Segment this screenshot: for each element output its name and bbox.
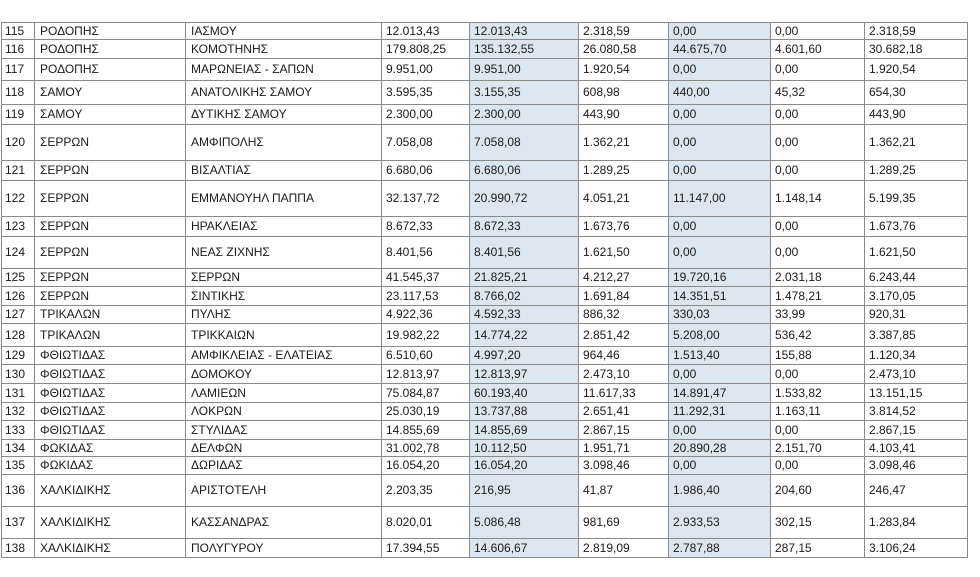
value-cell-1: 12.013,43 xyxy=(382,23,470,40)
table-row xyxy=(2,40,968,59)
value-cell-1: 32.137,72 xyxy=(382,181,470,217)
municipality-cell: ΝΕΑΣ ΖΙΧΝΗΣ xyxy=(186,237,382,269)
row-number: 133 xyxy=(2,421,35,440)
region-cell: ΤΡΙΚΑΛΩΝ xyxy=(35,324,186,347)
value-cell-3: 1.691,84 xyxy=(579,287,669,306)
municipality-cell: ΔΕΛΦΩΝ xyxy=(186,440,382,457)
region-cell: ΣΕΡΡΩΝ xyxy=(35,287,186,306)
value-cell-3: 2.867,15 xyxy=(579,421,669,440)
value-cell-1: 17.394,55 xyxy=(382,539,470,558)
value-cell-3: 981,69 xyxy=(579,507,669,539)
region-cell: ΡΟΔΟΠΗΣ xyxy=(35,23,186,40)
value-cell-2: 14.855,69 xyxy=(470,421,579,440)
value-cell-4: 0,00 xyxy=(669,23,771,40)
value-cell-2: 4.592,33 xyxy=(470,306,579,324)
value-cell-1: 3.595,35 xyxy=(382,81,470,105)
value-cell-3: 1.621,50 xyxy=(579,237,669,269)
value-cell-6: 6.243,44 xyxy=(865,269,968,287)
value-cell-4: 5.208,00 xyxy=(669,324,771,347)
municipality-cell: ΔΥΤΙΚΗΣ ΣΑΜΟΥ xyxy=(186,105,382,125)
value-cell-1: 75.084,87 xyxy=(382,384,470,403)
value-cell-4: 0,00 xyxy=(669,365,771,384)
value-cell-5: 302,15 xyxy=(771,507,865,539)
value-cell-4: 1.513,40 xyxy=(669,347,771,365)
region-cell: ΦΘΙΩΤΙΔΑΣ xyxy=(35,347,186,365)
value-cell-6: 2.867,15 xyxy=(865,421,968,440)
row-number: 116 xyxy=(2,40,35,59)
table-row xyxy=(2,365,968,384)
value-cell-5: 536,42 xyxy=(771,324,865,347)
value-cell-1: 8.020,01 xyxy=(382,507,470,539)
row-number: 115 xyxy=(2,23,35,40)
value-cell-6: 1.673,76 xyxy=(865,217,968,237)
region-cell: ΤΡΙΚΑΛΩΝ xyxy=(35,306,186,324)
value-cell-1: 2.300,00 xyxy=(382,105,470,125)
value-cell-3: 1.673,76 xyxy=(579,217,669,237)
value-cell-2: 13.737,88 xyxy=(470,403,579,421)
municipality-cell: ΣΤΥΛΙΔΑΣ xyxy=(186,421,382,440)
row-number: 117 xyxy=(2,59,35,81)
row-number: 120 xyxy=(2,125,35,161)
value-cell-1: 14.855,69 xyxy=(382,421,470,440)
value-cell-2: 135.132,55 xyxy=(470,40,579,59)
value-cell-4: 11.147,00 xyxy=(669,181,771,217)
value-cell-6: 3.170,05 xyxy=(865,287,968,306)
value-cell-5: 0,00 xyxy=(771,457,865,475)
value-cell-1: 6.680,06 xyxy=(382,161,470,181)
table-row xyxy=(2,306,968,324)
row-number: 125 xyxy=(2,269,35,287)
value-cell-4: 0,00 xyxy=(669,237,771,269)
value-cell-6: 30.682,18 xyxy=(865,40,968,59)
value-cell-5: 0,00 xyxy=(771,59,865,81)
municipality-cell: ΠΥΛΗΣ xyxy=(186,306,382,324)
row-number: 118 xyxy=(2,81,35,105)
value-cell-2: 6.680,06 xyxy=(470,161,579,181)
value-cell-1: 19.982,22 xyxy=(382,324,470,347)
value-cell-5: 1.533,82 xyxy=(771,384,865,403)
value-cell-4: 2.933,53 xyxy=(669,507,771,539)
value-cell-3: 26.080,58 xyxy=(579,40,669,59)
value-cell-4: 0,00 xyxy=(669,125,771,161)
municipality-cell: ΣΕΡΡΩΝ xyxy=(186,269,382,287)
value-cell-3: 608,98 xyxy=(579,81,669,105)
value-cell-3: 1.362,21 xyxy=(579,125,669,161)
value-cell-6: 1.289,25 xyxy=(865,161,968,181)
value-cell-1: 31.002,78 xyxy=(382,440,470,457)
value-cell-2: 5.086,48 xyxy=(470,507,579,539)
table-row xyxy=(2,105,968,125)
value-cell-5: 1.163,11 xyxy=(771,403,865,421)
region-cell: ΦΘΙΩΤΙΔΑΣ xyxy=(35,403,186,421)
value-cell-5: 4.601,60 xyxy=(771,40,865,59)
municipality-cell: ΑΡΙΣΤΟΤΕΛΗ xyxy=(186,475,382,507)
value-cell-1: 7.058,08 xyxy=(382,125,470,161)
row-number: 119 xyxy=(2,105,35,125)
value-cell-5: 0,00 xyxy=(771,217,865,237)
municipality-cell: ΔΩΡΙΔΑΣ xyxy=(186,457,382,475)
table-row xyxy=(2,269,968,287)
value-cell-1: 25.030,19 xyxy=(382,403,470,421)
value-cell-2: 12.013,43 xyxy=(470,23,579,40)
region-cell: ΦΩΚΙΔΑΣ xyxy=(35,440,186,457)
value-cell-5: 45,32 xyxy=(771,81,865,105)
value-cell-4: 0,00 xyxy=(669,421,771,440)
table-row xyxy=(2,475,968,507)
region-cell: ΣΑΜΟΥ xyxy=(35,81,186,105)
value-cell-5: 287,15 xyxy=(771,539,865,558)
value-cell-4: 0,00 xyxy=(669,161,771,181)
row-number: 124 xyxy=(2,237,35,269)
municipality-cell: ΤΡΙΚΚΑΙΩΝ xyxy=(186,324,382,347)
value-cell-5: 0,00 xyxy=(771,125,865,161)
table-row xyxy=(2,181,968,217)
municipality-cell: ΜΑΡΩΝΕΙΑΣ - ΣΑΠΩΝ xyxy=(186,59,382,81)
row-number: 128 xyxy=(2,324,35,347)
value-cell-3: 4.051,21 xyxy=(579,181,669,217)
value-cell-4: 11.292,31 xyxy=(669,403,771,421)
municipality-cell: ΛΟΚΡΩΝ xyxy=(186,403,382,421)
municipality-cell: ΑΜΦΙΠΟΛΗΣ xyxy=(186,125,382,161)
value-cell-5: 155,88 xyxy=(771,347,865,365)
value-cell-4: 0,00 xyxy=(669,105,771,125)
value-cell-4: 14.891,47 xyxy=(669,384,771,403)
value-cell-6: 920,31 xyxy=(865,306,968,324)
value-cell-3: 2.851,42 xyxy=(579,324,669,347)
table-row xyxy=(2,287,968,306)
value-cell-4: 14.351,51 xyxy=(669,287,771,306)
value-cell-6: 3.387,85 xyxy=(865,324,968,347)
value-cell-2: 3.155,35 xyxy=(470,81,579,105)
table-row xyxy=(2,457,968,475)
region-cell: ΦΘΙΩΤΙΔΑΣ xyxy=(35,365,186,384)
value-cell-3: 443,90 xyxy=(579,105,669,125)
value-cell-5: 33,99 xyxy=(771,306,865,324)
value-cell-4: 0,00 xyxy=(669,59,771,81)
value-cell-5: 204,60 xyxy=(771,475,865,507)
table-row xyxy=(2,384,968,403)
value-cell-5: 1.148,14 xyxy=(771,181,865,217)
region-cell: ΡΟΔΟΠΗΣ xyxy=(35,59,186,81)
value-cell-6: 3.098,46 xyxy=(865,457,968,475)
municipality-cell: ΕΜΜΑΝΟΥΗΛ ΠΑΠΠΑ xyxy=(186,181,382,217)
value-cell-4: 0,00 xyxy=(669,217,771,237)
table-row xyxy=(2,125,968,161)
value-cell-2: 8.672,33 xyxy=(470,217,579,237)
value-cell-5: 0,00 xyxy=(771,237,865,269)
value-cell-2: 16.054,20 xyxy=(470,457,579,475)
municipality-cell: ΚΑΣΣΑΝΔΡΑΣ xyxy=(186,507,382,539)
value-cell-3: 2.473,10 xyxy=(579,365,669,384)
value-cell-6: 3.106,24 xyxy=(865,539,968,558)
row-number: 134 xyxy=(2,440,35,457)
municipality-cell: ΛΑΜΙΕΩΝ xyxy=(186,384,382,403)
region-cell: ΣΕΡΡΩΝ xyxy=(35,161,186,181)
value-cell-1: 9.951,00 xyxy=(382,59,470,81)
value-cell-4: 44.675,70 xyxy=(669,40,771,59)
value-cell-3: 2.318,59 xyxy=(579,23,669,40)
row-number: 127 xyxy=(2,306,35,324)
region-cell: ΧΑΛΚΙΔΙΚΗΣ xyxy=(35,539,186,558)
value-cell-6: 1.920,54 xyxy=(865,59,968,81)
table-body xyxy=(2,23,968,558)
value-cell-6: 1.362,21 xyxy=(865,125,968,161)
value-cell-1: 2.203,35 xyxy=(382,475,470,507)
value-cell-5: 0,00 xyxy=(771,105,865,125)
region-cell: ΣΑΜΟΥ xyxy=(35,105,186,125)
table-row xyxy=(2,81,968,105)
value-cell-5: 0,00 xyxy=(771,365,865,384)
value-cell-3: 1.920,54 xyxy=(579,59,669,81)
value-cell-4: 440,00 xyxy=(669,81,771,105)
table-row xyxy=(2,23,968,40)
region-cell: ΧΑΛΚΙΔΙΚΗΣ xyxy=(35,475,186,507)
value-cell-3: 2.819,09 xyxy=(579,539,669,558)
row-number: 126 xyxy=(2,287,35,306)
row-number: 135 xyxy=(2,457,35,475)
value-cell-2: 9.951,00 xyxy=(470,59,579,81)
municipality-cell: ΑΜΦΙΚΛΕΙΑΣ - ΕΛΑΤΕΙΑΣ xyxy=(186,347,382,365)
value-cell-1: 4.922,36 xyxy=(382,306,470,324)
value-cell-1: 8.401,56 xyxy=(382,237,470,269)
row-number: 137 xyxy=(2,507,35,539)
region-cell: ΣΕΡΡΩΝ xyxy=(35,181,186,217)
value-cell-5: 1.478,21 xyxy=(771,287,865,306)
municipality-cell: ΑΝΑΤΟΛΙΚΗΣ ΣΑΜΟΥ xyxy=(186,81,382,105)
value-cell-1: 16.054,20 xyxy=(382,457,470,475)
row-number: 121 xyxy=(2,161,35,181)
value-cell-3: 11.617,33 xyxy=(579,384,669,403)
table-row xyxy=(2,217,968,237)
table-row xyxy=(2,539,968,558)
value-cell-2: 8.401,56 xyxy=(470,237,579,269)
value-cell-1: 6.510,60 xyxy=(382,347,470,365)
table-row xyxy=(2,237,968,269)
value-cell-5: 0,00 xyxy=(771,161,865,181)
region-cell: ΡΟΔΟΠΗΣ xyxy=(35,40,186,59)
value-cell-6: 246,47 xyxy=(865,475,968,507)
value-cell-3: 886,32 xyxy=(579,306,669,324)
row-number: 123 xyxy=(2,217,35,237)
region-cell: ΧΑΛΚΙΔΙΚΗΣ xyxy=(35,507,186,539)
value-cell-3: 3.098,46 xyxy=(579,457,669,475)
value-cell-4: 330,03 xyxy=(669,306,771,324)
value-cell-6: 654,30 xyxy=(865,81,968,105)
table-row xyxy=(2,507,968,539)
value-cell-4: 1.986,40 xyxy=(669,475,771,507)
value-cell-1: 8.672,33 xyxy=(382,217,470,237)
value-cell-5: 2.031,18 xyxy=(771,269,865,287)
row-number: 136 xyxy=(2,475,35,507)
municipality-cell: ΙΑΣΜΟΥ xyxy=(186,23,382,40)
value-cell-2: 10.112,50 xyxy=(470,440,579,457)
value-cell-2: 12.813,97 xyxy=(470,365,579,384)
value-cell-2: 14.606,67 xyxy=(470,539,579,558)
row-number: 122 xyxy=(2,181,35,217)
value-cell-1: 12.813,97 xyxy=(382,365,470,384)
row-number: 130 xyxy=(2,365,35,384)
value-cell-4: 20.890,28 xyxy=(669,440,771,457)
value-cell-3: 1.951,71 xyxy=(579,440,669,457)
region-cell: ΦΘΙΩΤΙΔΑΣ xyxy=(35,384,186,403)
region-cell: ΦΘΙΩΤΙΔΑΣ xyxy=(35,421,186,440)
table-row xyxy=(2,421,968,440)
region-cell: ΣΕΡΡΩΝ xyxy=(35,217,186,237)
value-cell-6: 2.473,10 xyxy=(865,365,968,384)
municipality-cell: ΒΙΣΑΛΤΙΑΣ xyxy=(186,161,382,181)
row-number: 132 xyxy=(2,403,35,421)
municipality-cell: ΣΙΝΤΙΚΗΣ xyxy=(186,287,382,306)
value-cell-6: 2.318,59 xyxy=(865,23,968,40)
municipality-cell: ΚΟΜΟΤΗΝΗΣ xyxy=(186,40,382,59)
municipality-cell: ΠΟΛΥΓΥΡΟΥ xyxy=(186,539,382,558)
value-cell-6: 1.621,50 xyxy=(865,237,968,269)
region-cell: ΦΩΚΙΔΑΣ xyxy=(35,457,186,475)
table-row xyxy=(2,59,968,81)
value-cell-5: 2.151,70 xyxy=(771,440,865,457)
value-cell-3: 1.289,25 xyxy=(579,161,669,181)
table-row xyxy=(2,347,968,365)
value-cell-2: 60.193,40 xyxy=(470,384,579,403)
value-cell-6: 4.103,41 xyxy=(865,440,968,457)
value-cell-1: 41.545,37 xyxy=(382,269,470,287)
value-cell-3: 2.651,41 xyxy=(579,403,669,421)
value-cell-2: 4.997,20 xyxy=(470,347,579,365)
table-row xyxy=(2,161,968,181)
region-cell: ΣΕΡΡΩΝ xyxy=(35,125,186,161)
value-cell-3: 4.212,27 xyxy=(579,269,669,287)
value-cell-5: 0,00 xyxy=(771,23,865,40)
value-cell-4: 2.787,88 xyxy=(669,539,771,558)
row-number: 129 xyxy=(2,347,35,365)
municipality-cell: ΗΡΑΚΛΕΙΑΣ xyxy=(186,217,382,237)
value-cell-6: 13.151,15 xyxy=(865,384,968,403)
table-row xyxy=(2,403,968,421)
table-row xyxy=(2,324,968,347)
value-cell-6: 3.814,52 xyxy=(865,403,968,421)
value-cell-1: 23.117,53 xyxy=(382,287,470,306)
value-cell-2: 7.058,08 xyxy=(470,125,579,161)
row-number: 131 xyxy=(2,384,35,403)
value-cell-2: 14.774,22 xyxy=(470,324,579,347)
value-cell-2: 21.825,21 xyxy=(470,269,579,287)
value-cell-6: 5.199,35 xyxy=(865,181,968,217)
value-cell-3: 964,46 xyxy=(579,347,669,365)
value-cell-4: 19.720,16 xyxy=(669,269,771,287)
value-cell-1: 179.808,25 xyxy=(382,40,470,59)
table-row xyxy=(2,440,968,457)
value-cell-5: 0,00 xyxy=(771,421,865,440)
row-number: 138 xyxy=(2,539,35,558)
value-cell-3: 41,87 xyxy=(579,475,669,507)
value-cell-6: 1.120,34 xyxy=(865,347,968,365)
region-cell: ΣΕΡΡΩΝ xyxy=(35,269,186,287)
municipality-cell: ΔΟΜΟΚΟΥ xyxy=(186,365,382,384)
value-cell-6: 443,90 xyxy=(865,105,968,125)
value-cell-2: 2.300,00 xyxy=(470,105,579,125)
data-table xyxy=(1,22,968,558)
value-cell-2: 216,95 xyxy=(470,475,579,507)
region-cell: ΣΕΡΡΩΝ xyxy=(35,237,186,269)
value-cell-2: 20.990,72 xyxy=(470,181,579,217)
value-cell-2: 8.766,02 xyxy=(470,287,579,306)
value-cell-6: 1.283,84 xyxy=(865,507,968,539)
value-cell-4: 0,00 xyxy=(669,457,771,475)
